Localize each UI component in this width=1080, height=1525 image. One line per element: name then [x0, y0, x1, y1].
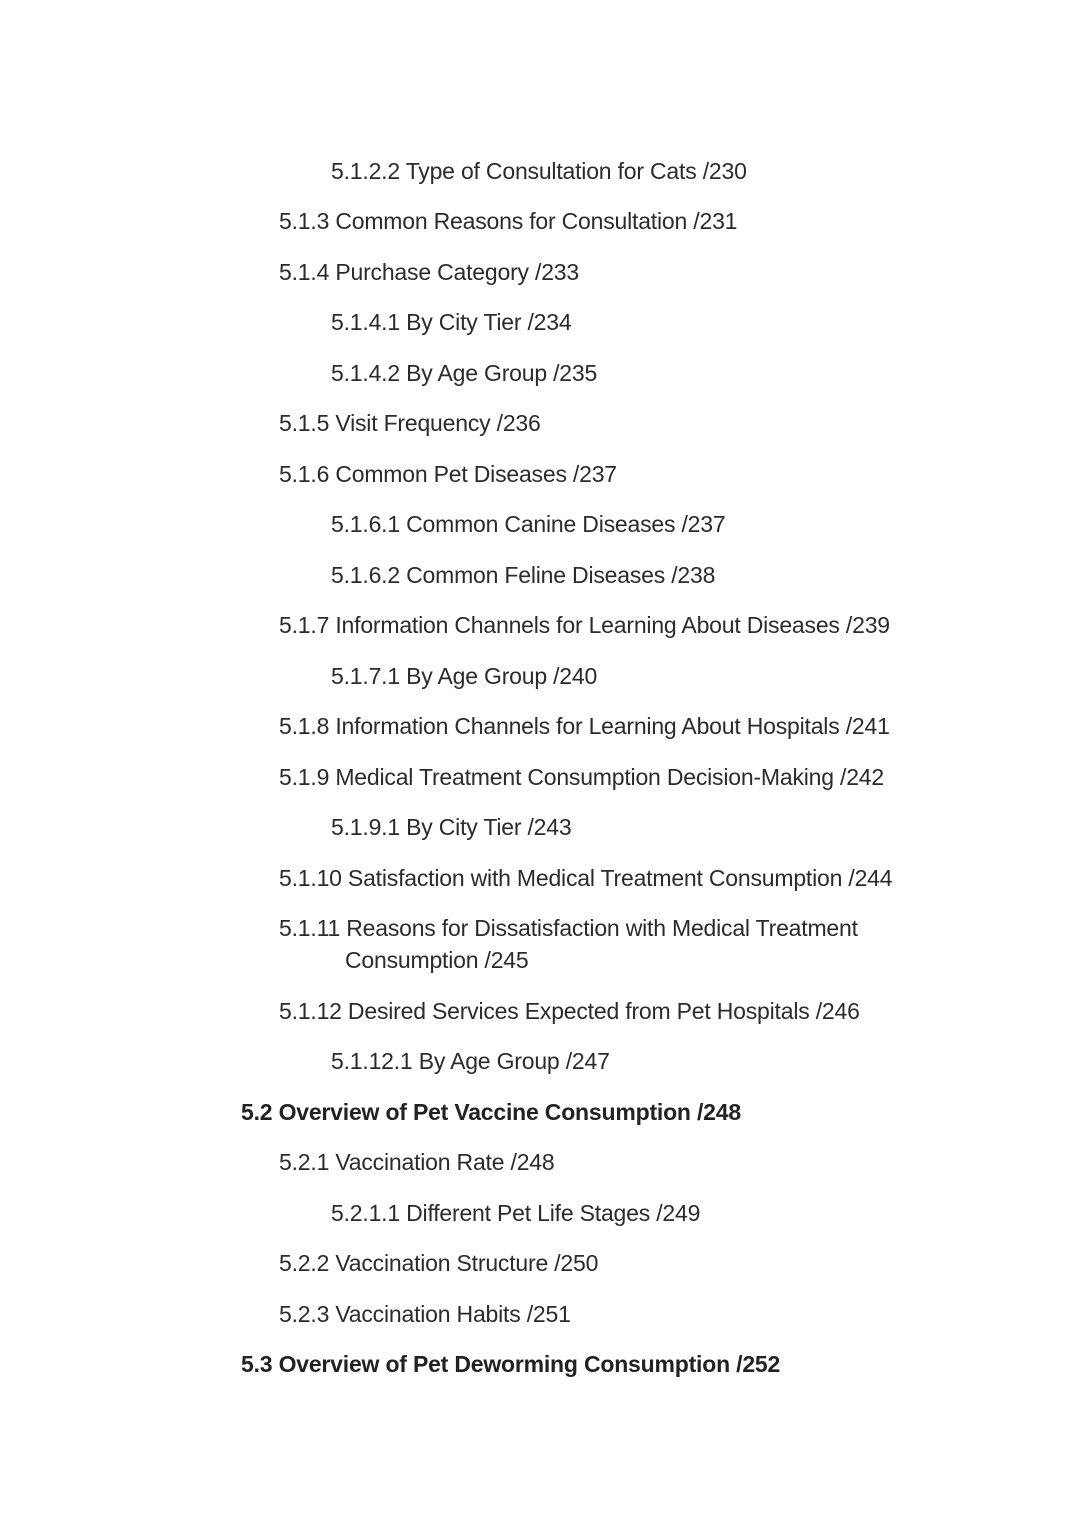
- toc-entry-5-1-5: 5.1.5 Visit Frequency /236: [279, 410, 541, 436]
- toc-entry-5-1-4: 5.1.4 Purchase Category /233: [279, 259, 579, 285]
- toc-entry-5-1-11: 5.1.11 Reasons for Dissatisfaction with Medical Treatment Consumption /245: [279, 915, 858, 973]
- toc-entry-5-2-1-1: 5.2.1.1 Different Pet Life Stages /249: [331, 1200, 701, 1226]
- toc-entry-5-1-12-1: 5.1.12.1 By Age Group /247: [331, 1048, 610, 1074]
- toc-entry-5-1-12: 5.1.12 Desired Services Expected from Pet Hospitals /246: [279, 998, 860, 1024]
- toc-entry-5-1-6-1: 5.1.6.1 Common Canine Diseases /237: [331, 511, 726, 537]
- toc-entry-5-2: 5.2 Overview of Pet Vaccine Consumption /248: [241, 1099, 741, 1125]
- toc-entry-5-1-10: 5.1.10 Satisfaction with Medical Treatment Consumption /244: [279, 865, 893, 891]
- toc-entry-5-1-4-2: 5.1.4.2 By Age Group /235: [331, 360, 598, 386]
- toc-entry-5-1-7-1: 5.1.7.1 By Age Group /240: [331, 663, 598, 689]
- toc-entry-5-2-3: 5.2.3 Vaccination Habits /251: [279, 1301, 571, 1327]
- toc-entry-5-1-2-2: 5.1.2.2 Type of Consultation for Cats /230: [331, 158, 747, 184]
- toc-entry-5-1-8: 5.1.8 Information Channels for Learning About Hospitals /241: [279, 713, 890, 739]
- toc-entry-5-2-1: 5.2.1 Vaccination Rate /248: [279, 1149, 555, 1175]
- toc-entry-5-3: 5.3 Overview of Pet Deworming Consumption /252: [241, 1351, 781, 1377]
- toc-entry-5-2-2: 5.2.2 Vaccination Structure /250: [279, 1250, 599, 1276]
- toc-entry-5-1-7: 5.1.7 Information Channels for Learning About Diseases /239: [279, 612, 890, 638]
- toc-entry-5-1-4-1: 5.1.4.1 By City Tier /234: [331, 309, 572, 335]
- toc-entry-5-1-6: 5.1.6 Common Pet Diseases /237: [279, 461, 617, 487]
- toc-entry-5-1-6-2: 5.1.6.2 Common Feline Diseases /238: [331, 562, 716, 588]
- toc-entry-5-1-9: 5.1.9 Medical Treatment Consumption Decision-Making /242: [279, 764, 884, 790]
- toc-entry-5-1-3: 5.1.3 Common Reasons for Consultation /231: [279, 208, 738, 234]
- toc-entry-5-1-9-1: 5.1.9.1 By City Tier /243: [331, 814, 572, 840]
